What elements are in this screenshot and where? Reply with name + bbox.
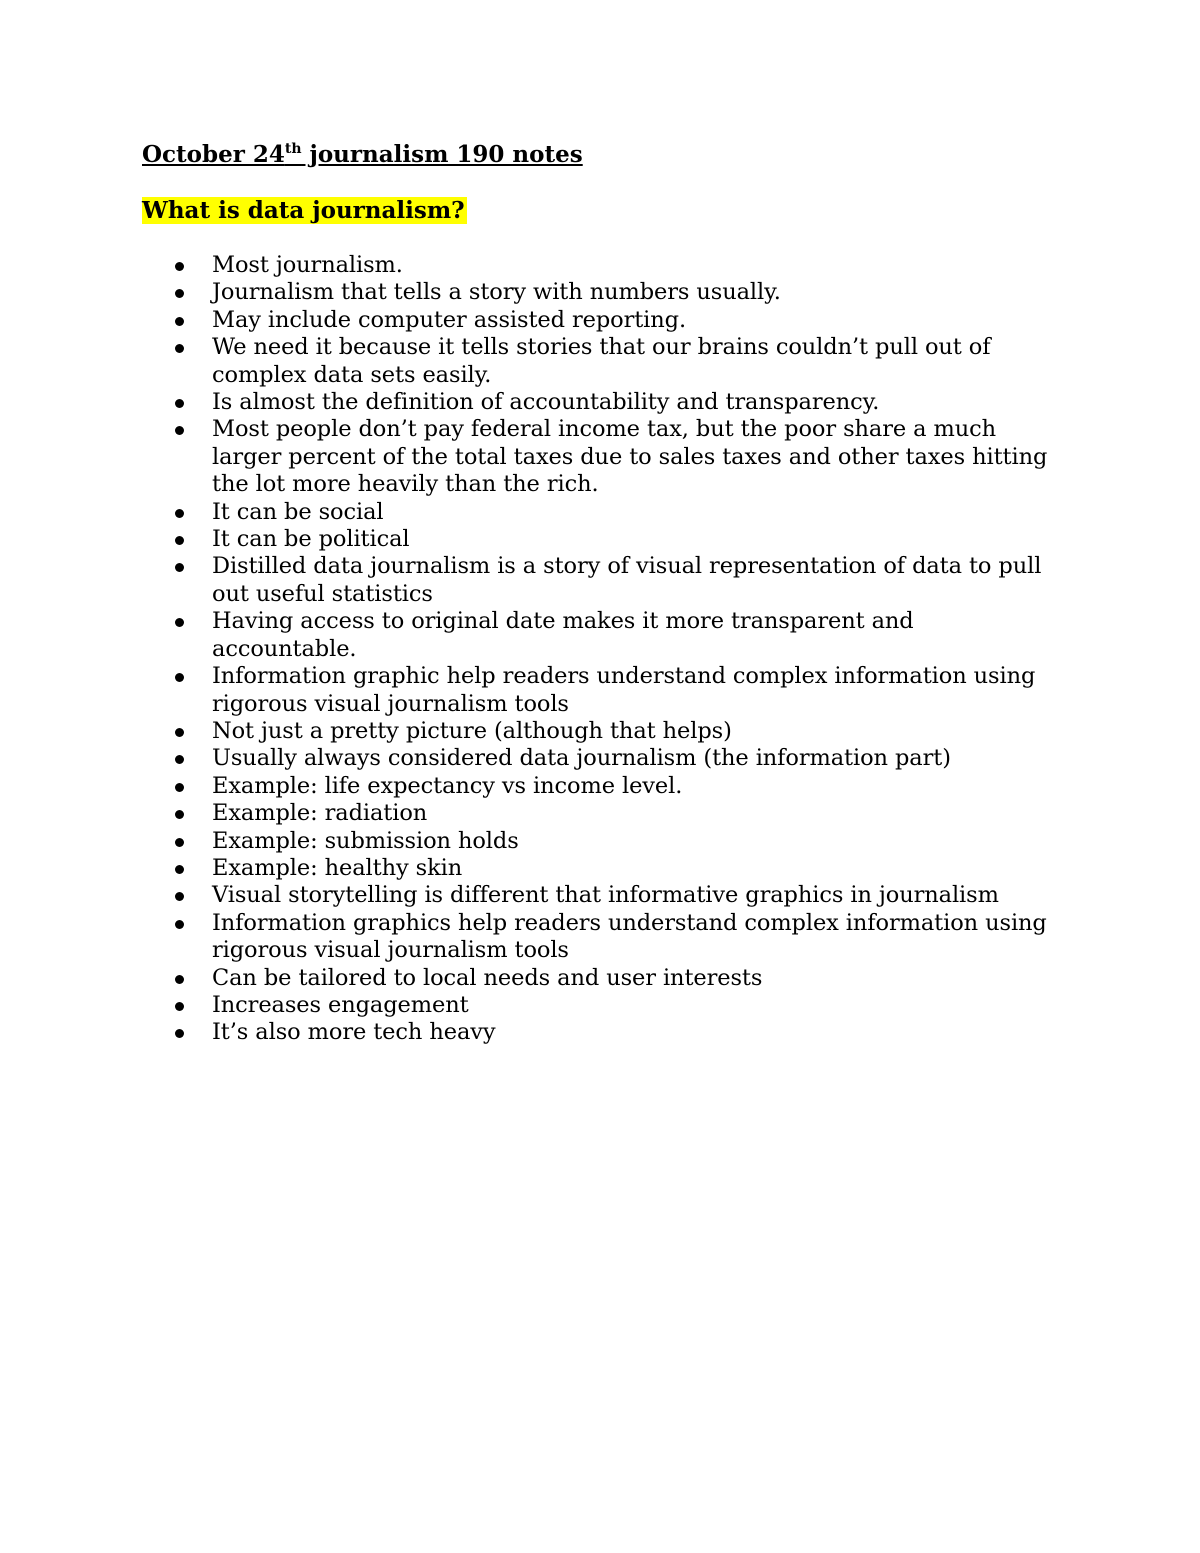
list-item-text: Is almost the definition of accountability and transparency. <box>212 389 880 416</box>
bullet-dot-icon <box>175 975 184 984</box>
title-rest: journalism 190 notes <box>301 141 583 168</box>
title-superscript: th <box>284 141 302 157</box>
list-item-text: It’s also more tech heavy <box>212 1019 496 1046</box>
list-item <box>0 416 1200 498</box>
list-item <box>0 828 1200 855</box>
list-item <box>0 663 1200 718</box>
bullet-dot-icon <box>175 673 184 682</box>
list-item-text: Example: submission holds <box>212 827 519 854</box>
list-item-text: Example: healthy skin <box>212 854 463 881</box>
list-item-text: Example: life expectancy vs income level. <box>212 772 683 799</box>
list-item <box>0 773 1200 800</box>
title-main: October 24 <box>142 141 285 168</box>
list-item-text: We need it because it tells stories that our brains couldn’t pull out of complex data sets easily. <box>212 334 991 388</box>
bullet-dot-icon <box>175 618 184 627</box>
list-item <box>0 718 1200 745</box>
bullet-dot-icon <box>175 810 184 819</box>
list-item <box>0 992 1200 1019</box>
section-heading <box>142 196 467 226</box>
list-item-text: Most journalism. <box>212 252 403 278</box>
list-item <box>0 800 1200 827</box>
section-heading-text: What is data journalism? <box>142 197 465 224</box>
list-item-text: Can be tailored to local needs and user interests <box>212 964 763 991</box>
list-item-text: Having access to original date makes it more transparent and accountable. <box>212 608 914 662</box>
list-item-text: It can be social <box>212 498 384 525</box>
list-item <box>0 307 1200 334</box>
bullet-dot-icon <box>175 865 184 874</box>
list-item-text: Increases engagement <box>212 991 469 1018</box>
list-item-text: Most people don’t pay federal income tax, but the poor share a much larger percent of the total taxes due to sales taxes and other taxes hitting the lot more heavily than the rich. <box>212 416 1048 498</box>
bullet-dot-icon <box>175 1002 184 1011</box>
list-item-text: Distilled data journalism is a story of visual representation of data to pull out useful statistics <box>212 553 1042 607</box>
list-item-text: It can be political <box>212 526 410 553</box>
list-item <box>0 499 1200 526</box>
bullet-dot-icon <box>175 920 184 929</box>
list-item <box>0 1019 1200 1046</box>
list-item <box>0 882 1200 909</box>
list-item <box>0 252 1200 279</box>
list-item-text: Information graphics help readers understand complex information using rigorous visual journalism tools <box>212 909 1047 964</box>
bullet-dot-icon <box>175 1029 184 1038</box>
list-item-text: Not just a pretty picture (although that helps) <box>212 717 732 744</box>
bullet-dot-icon <box>175 399 184 408</box>
list-item <box>0 553 1200 608</box>
list-item-text: Information graphic help readers understand complex information using rigorous visual journalism tools <box>212 663 1036 717</box>
bullet-dot-icon <box>175 755 184 764</box>
bullet-dot-icon <box>175 289 184 298</box>
bullet-dot-icon <box>175 536 184 545</box>
list-item <box>0 855 1200 882</box>
bullet-dot-icon <box>175 728 184 737</box>
list-item-text: Journalism that tells a story with numbers usually. <box>212 279 781 306</box>
list-item <box>0 910 1200 965</box>
list-item-text: Example: radiation <box>212 800 428 827</box>
bullet-dot-icon <box>175 262 184 271</box>
list-item <box>0 745 1200 772</box>
bullet-dot-icon <box>175 563 184 572</box>
list-item <box>0 965 1200 992</box>
bullet-dot-icon <box>175 344 184 353</box>
bullet-dot-icon <box>175 317 184 326</box>
list-item-text: Usually always considered data journalism (the information part) <box>212 745 951 772</box>
bullet-dot-icon <box>175 509 184 518</box>
list-item <box>0 334 1200 389</box>
list-item <box>0 526 1200 553</box>
bullet-dot-icon <box>175 426 184 435</box>
list-item <box>0 389 1200 416</box>
list-item-text: Visual storytelling is different that informative graphics in journalism <box>212 882 999 909</box>
bullet-dot-icon <box>175 892 184 901</box>
list-item <box>0 608 1200 663</box>
list-item <box>0 279 1200 306</box>
list-item-text: May include computer assisted reporting. <box>212 306 687 333</box>
bullet-dot-icon <box>175 783 184 792</box>
bullet-list <box>0 252 1200 1047</box>
bullet-dot-icon <box>175 838 184 847</box>
page-title <box>142 139 583 171</box>
